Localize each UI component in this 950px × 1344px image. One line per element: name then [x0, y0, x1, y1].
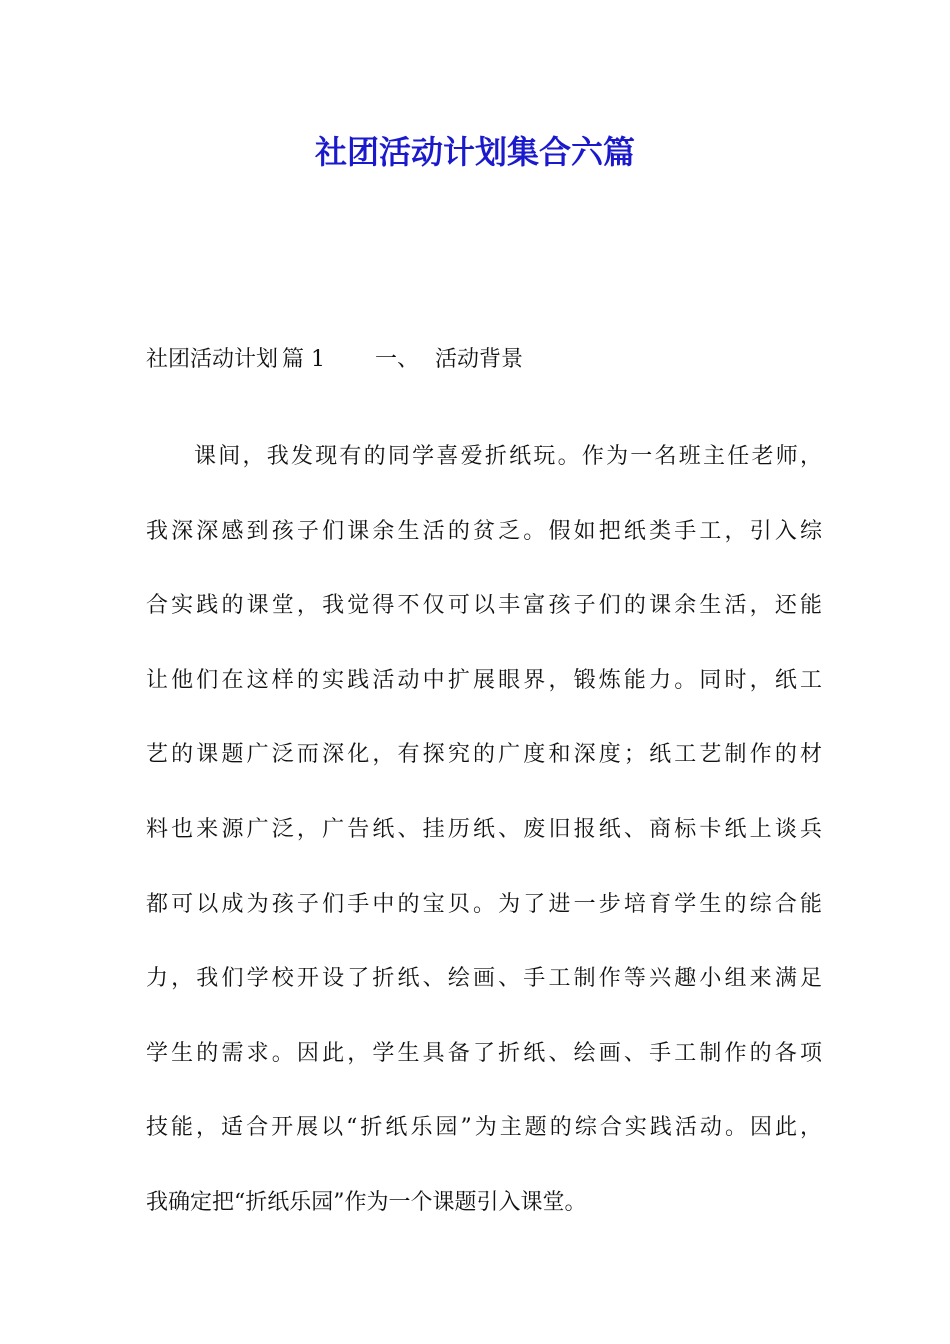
- paragraph-line: 力，我们学校开设了折纸、绘画、手工制作等兴趣小组来满足: [146, 966, 822, 992]
- paragraph-line: 让他们在这样的实践活动中扩展眼界，锻炼能力。同时，纸工: [146, 667, 822, 693]
- paragraph-background: [146, 420, 822, 1241]
- paragraph-line: 料也来源广泛，广告纸、挂历纸、废旧报纸、商标卡纸上谈兵: [146, 816, 822, 842]
- paragraph-line: 学生的需求。因此，学生具备了折纸、绘画、手工制作的各项: [146, 1040, 822, 1066]
- paragraph-line: 合实践的课堂，我觉得不仅可以丰富孩子们的课余生活，还能: [146, 593, 822, 619]
- subsection-title: 活动背景: [435, 347, 524, 372]
- paragraph-line: 我确定把“折纸乐园”作为一个课题引入课堂。: [146, 1189, 587, 1215]
- paragraph-line: 我深深感到孩子们课余生活的贫乏。假如把纸类手工，引入综: [146, 518, 822, 544]
- document-title: 社团活动计划集合六篇: [314, 133, 635, 171]
- heading-label: 社团活动计划: [146, 347, 279, 372]
- paragraph-line: 课间，我发现有的同学喜爱折纸玩。作为一名班主任老师，: [194, 444, 822, 469]
- subsection-number: 一、: [375, 347, 420, 372]
- paragraph-line: 艺的课题广泛而深化，有探究的广度和深度；纸工艺制作的材: [146, 742, 822, 768]
- heading-number: 篇 1: [282, 347, 326, 372]
- paragraph-line: 都可以成为孩子们手中的宝贝。为了进一步培育学生的综合能: [146, 891, 822, 917]
- section-heading: [146, 342, 523, 378]
- paragraph-line: 技能，适合开展以“折纸乐园”为主题的综合实践活动。因此，: [146, 1115, 822, 1141]
